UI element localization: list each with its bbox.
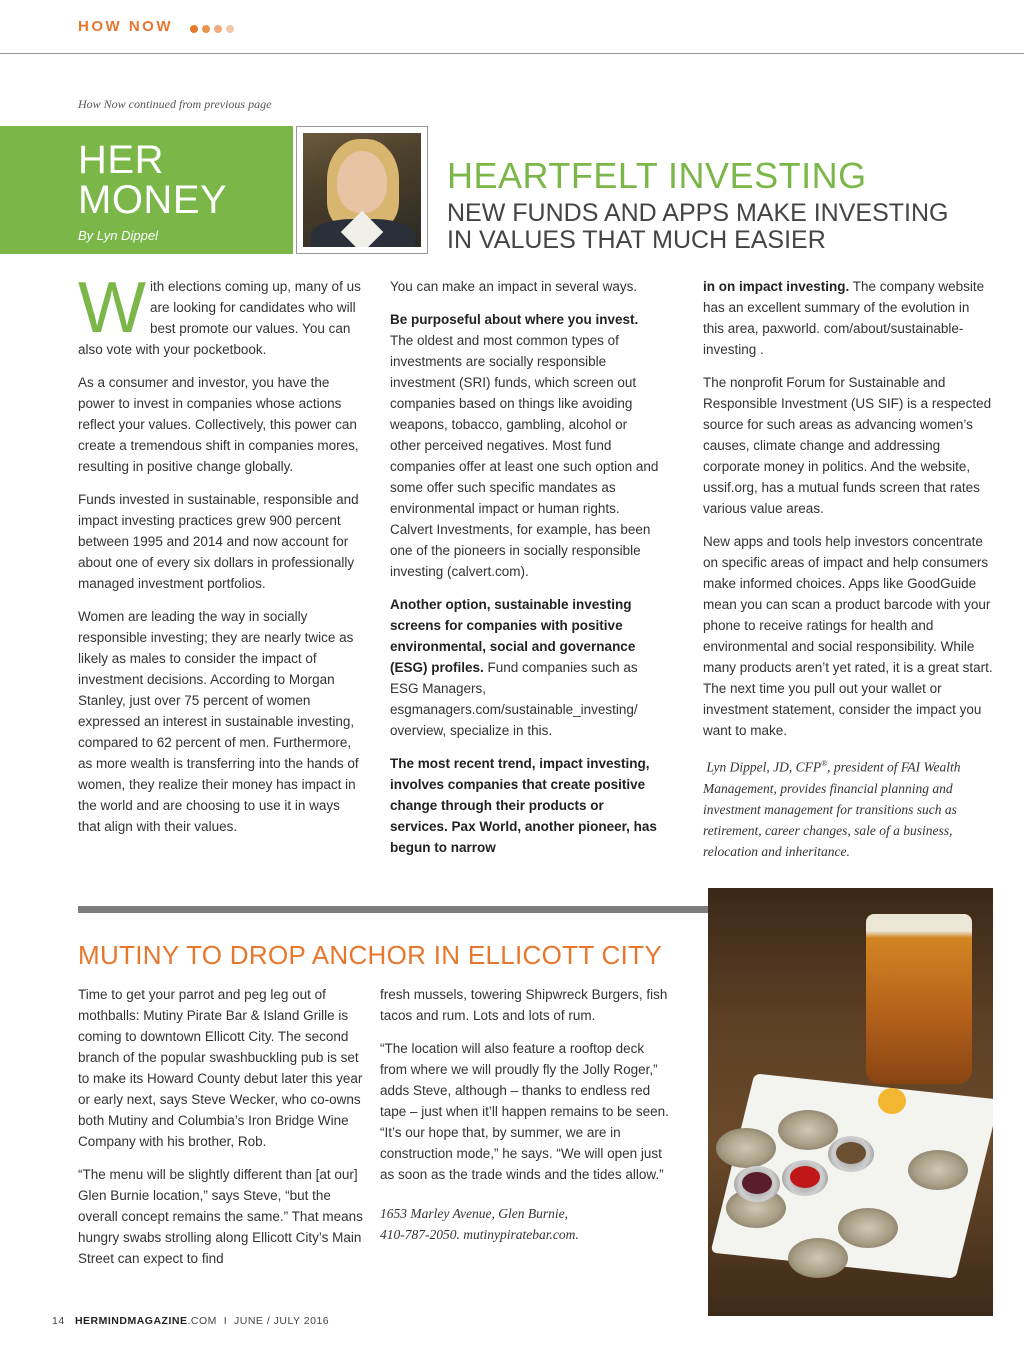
bio-registered-mark: ® (821, 759, 828, 768)
page-footer (52, 1315, 329, 1327)
paragraph-text: ith elections coming up, many of us are looking for candidates who will best promote our values. You can also vote with your pocketbook. (78, 279, 361, 357)
paragraph: Funds invested in sustainable, responsible and impact investing practices grew 900 percent between 1995 and 2014 and now account for about one of every six dollars in professionally managed investment portfolios. (78, 492, 359, 591)
article1-column2 (390, 276, 660, 870)
byline: By Lyn Dippel (78, 228, 158, 243)
sauce-pepper (836, 1142, 866, 1164)
sauce-cup (734, 1166, 780, 1202)
beer-glass (866, 914, 972, 1084)
dot-4 (226, 25, 234, 33)
drop-cap: W (78, 268, 146, 348)
sauce-cup (782, 1160, 828, 1196)
restaurant-address (380, 1203, 670, 1245)
section-dots (190, 25, 234, 33)
bio-text: , president of FAI Wealth Management, provides financial planning and investment management for transitions such as retirement, career changes, sale of a business, relocation and inheritance. (703, 759, 961, 859)
bold-lead: in on impact investing. (703, 279, 850, 294)
portrait-face (337, 151, 387, 213)
section-label: HOW NOW (78, 18, 173, 35)
paragraph-text: Fund companies such as ESG Managers, esgmanagers.com/sustainable_investing/ overview, specialize in this. (390, 660, 638, 738)
article2-column1 (78, 984, 368, 1281)
bio-name: Lyn Dippel, JD, CFP (706, 759, 822, 775)
paragraph-text: The company website has an excellent summary of the evolution in this area, paxworld. com/about/sustainable-investing . (703, 279, 985, 357)
column-title-line1: HER (78, 138, 164, 182)
paragraph: As a consumer and investor, you have the power to invest in companies whose actions reflect your values. Collectively, this power can create a tremendous shift in companies mores, resulting in positive change globally. (78, 375, 359, 474)
dot-2 (202, 25, 210, 33)
paragraph: “The menu will be slightly different than [at our] Glen Burnie location,” says Steve, “but the overall concept remains the same.” That means hungry swabs strolling along Ellicott City’s Main Street can expect to find (78, 1167, 363, 1266)
section-divider (78, 906, 718, 913)
lemon-wedge (878, 1088, 906, 1114)
article-headline: HEARTFELT INVESTING (447, 155, 867, 196)
top-divider (0, 53, 1024, 54)
paragraph (390, 309, 660, 582)
oyster (788, 1238, 848, 1278)
continued-note: How Now continued from previous page (78, 97, 272, 111)
paragraph: New apps and tools help investors concentrate on specific areas of impact and help consumers make informed choices. Apps like GoodGuide mean you can scan a product barcode with your phone to receive ratings for health and environmental and social responsibility. While many products aren’t yet rated, it is a great start. The next time you pull out your wallet or investment statement, consider the impact you want to make. (703, 534, 993, 738)
oyster (716, 1128, 776, 1168)
portrait-photo (303, 133, 421, 247)
dot-1 (190, 25, 198, 33)
paragraph: fresh mussels, towering Shipwreck Burgers, fish tacos and rum. Lots and lots of rum. (380, 987, 668, 1023)
address-line1: 1653 Marley Avenue, Glen Burnie, (380, 1206, 568, 1221)
oyster (908, 1150, 968, 1190)
footer-separator: I (223, 1315, 228, 1327)
article2-headline: MUTINY TO DROP ANCHOR IN ELLICOTT CITY (78, 940, 662, 970)
paragraph (390, 594, 660, 741)
oyster (838, 1208, 898, 1248)
issue-date: JUNE / JULY 2016 (233, 1315, 330, 1327)
food-photo (708, 888, 993, 1316)
paragraph-text: The oldest and most common types of investments are socially responsible investment (SRI) funds, which screen out companies based on things like avoiding weapons, tobacco, gambling, alcohol or other perceived negatives. Most fund companies offer at least one such option and some offer such specific mandates as environmental impact or human rights. Calvert Investments, for example, has been one of the pioneers in socially responsible investing (calvert.com). (390, 333, 659, 579)
author-portrait (296, 126, 428, 254)
oyster (778, 1110, 838, 1150)
sauce-mignonette (742, 1172, 772, 1194)
page-number: 14 (52, 1315, 65, 1327)
paragraph: “The location will also feature a rooftop deck from where we will proudly fly the Jolly Roger,” adds Steve, although – thanks to endless red tape – just when it’ll happen remains to be seen. “It’s our hope that, by summer, we are in construction mode,” he says. “We will open just as soon as the trade winds and the tides allow.” (380, 1041, 669, 1182)
site-name-suffix: .COM (187, 1315, 217, 1327)
author-bio (703, 753, 993, 862)
sauce-red (790, 1166, 820, 1188)
site-name-bold: HERMIND (74, 1315, 128, 1327)
article1-column3 (703, 276, 993, 874)
article-subhead-line2: IN VALUES THAT MUCH EASIER (447, 226, 826, 254)
bold-lead: Another option, sustainable investing screens for companies with positive environmental, social and governance (ESG) profiles. (390, 597, 636, 675)
site-name-bold2: MAGAZINE (127, 1315, 188, 1327)
paragraph (390, 753, 660, 858)
paragraph (78, 268, 364, 360)
dot-3 (214, 25, 222, 33)
paragraph: Women are leading the way in socially responsible investing; they are nearly twice as likely as males to consider the impact of investment decisions. According to Morgan Stanley, just over 75 percent of women expressed an interest in sustainable investing, compared to 62 percent of men. Furthermore, as more wealth is transferring into the hands of women, they realize their money has impact in the world and are choosing to use it in ways that align with their values. (78, 609, 359, 834)
article-subhead-line1: NEW FUNDS AND APPS MAKE INVESTING (447, 199, 949, 227)
paragraph: The nonprofit Forum for Sustainable and Responsible Investment (US SIF) is a respected source for such areas as advancing women’s causes, climate change and addressing corporate money in politics. And the website, ussif.org, has a mutual funds screen that rates various value areas. (703, 375, 992, 516)
paragraph (703, 276, 993, 360)
paragraph: You can make an impact in several ways. (390, 279, 638, 294)
paragraph: Time to get your parrot and peg leg out of mothballs: Mutiny Pirate Bar & Island Grille is coming to downtown Ellicott City. The second branch of the popular swashbuckling pub is set to make its Howard County debut later this year or early next, says Steve Wecker, who co-owns both Mutiny and Columbia’s Iron Bridge Wine Company with his brother, Rob. (78, 987, 363, 1149)
article2-column2 (380, 984, 670, 1257)
bold-lead: The most recent trend, impact investing, involves companies that create positive change through their products or services. Pax World, another pioneer, has begun to narrow (390, 756, 657, 855)
bold-lead: Be purposeful about where you invest. (390, 312, 639, 327)
address-line2: 410-787-2050. mutinypiratebar.com. (380, 1227, 579, 1242)
article1-column1 (78, 268, 364, 849)
sauce-cup (828, 1136, 874, 1172)
column-title-line2: MONEY (78, 178, 228, 222)
